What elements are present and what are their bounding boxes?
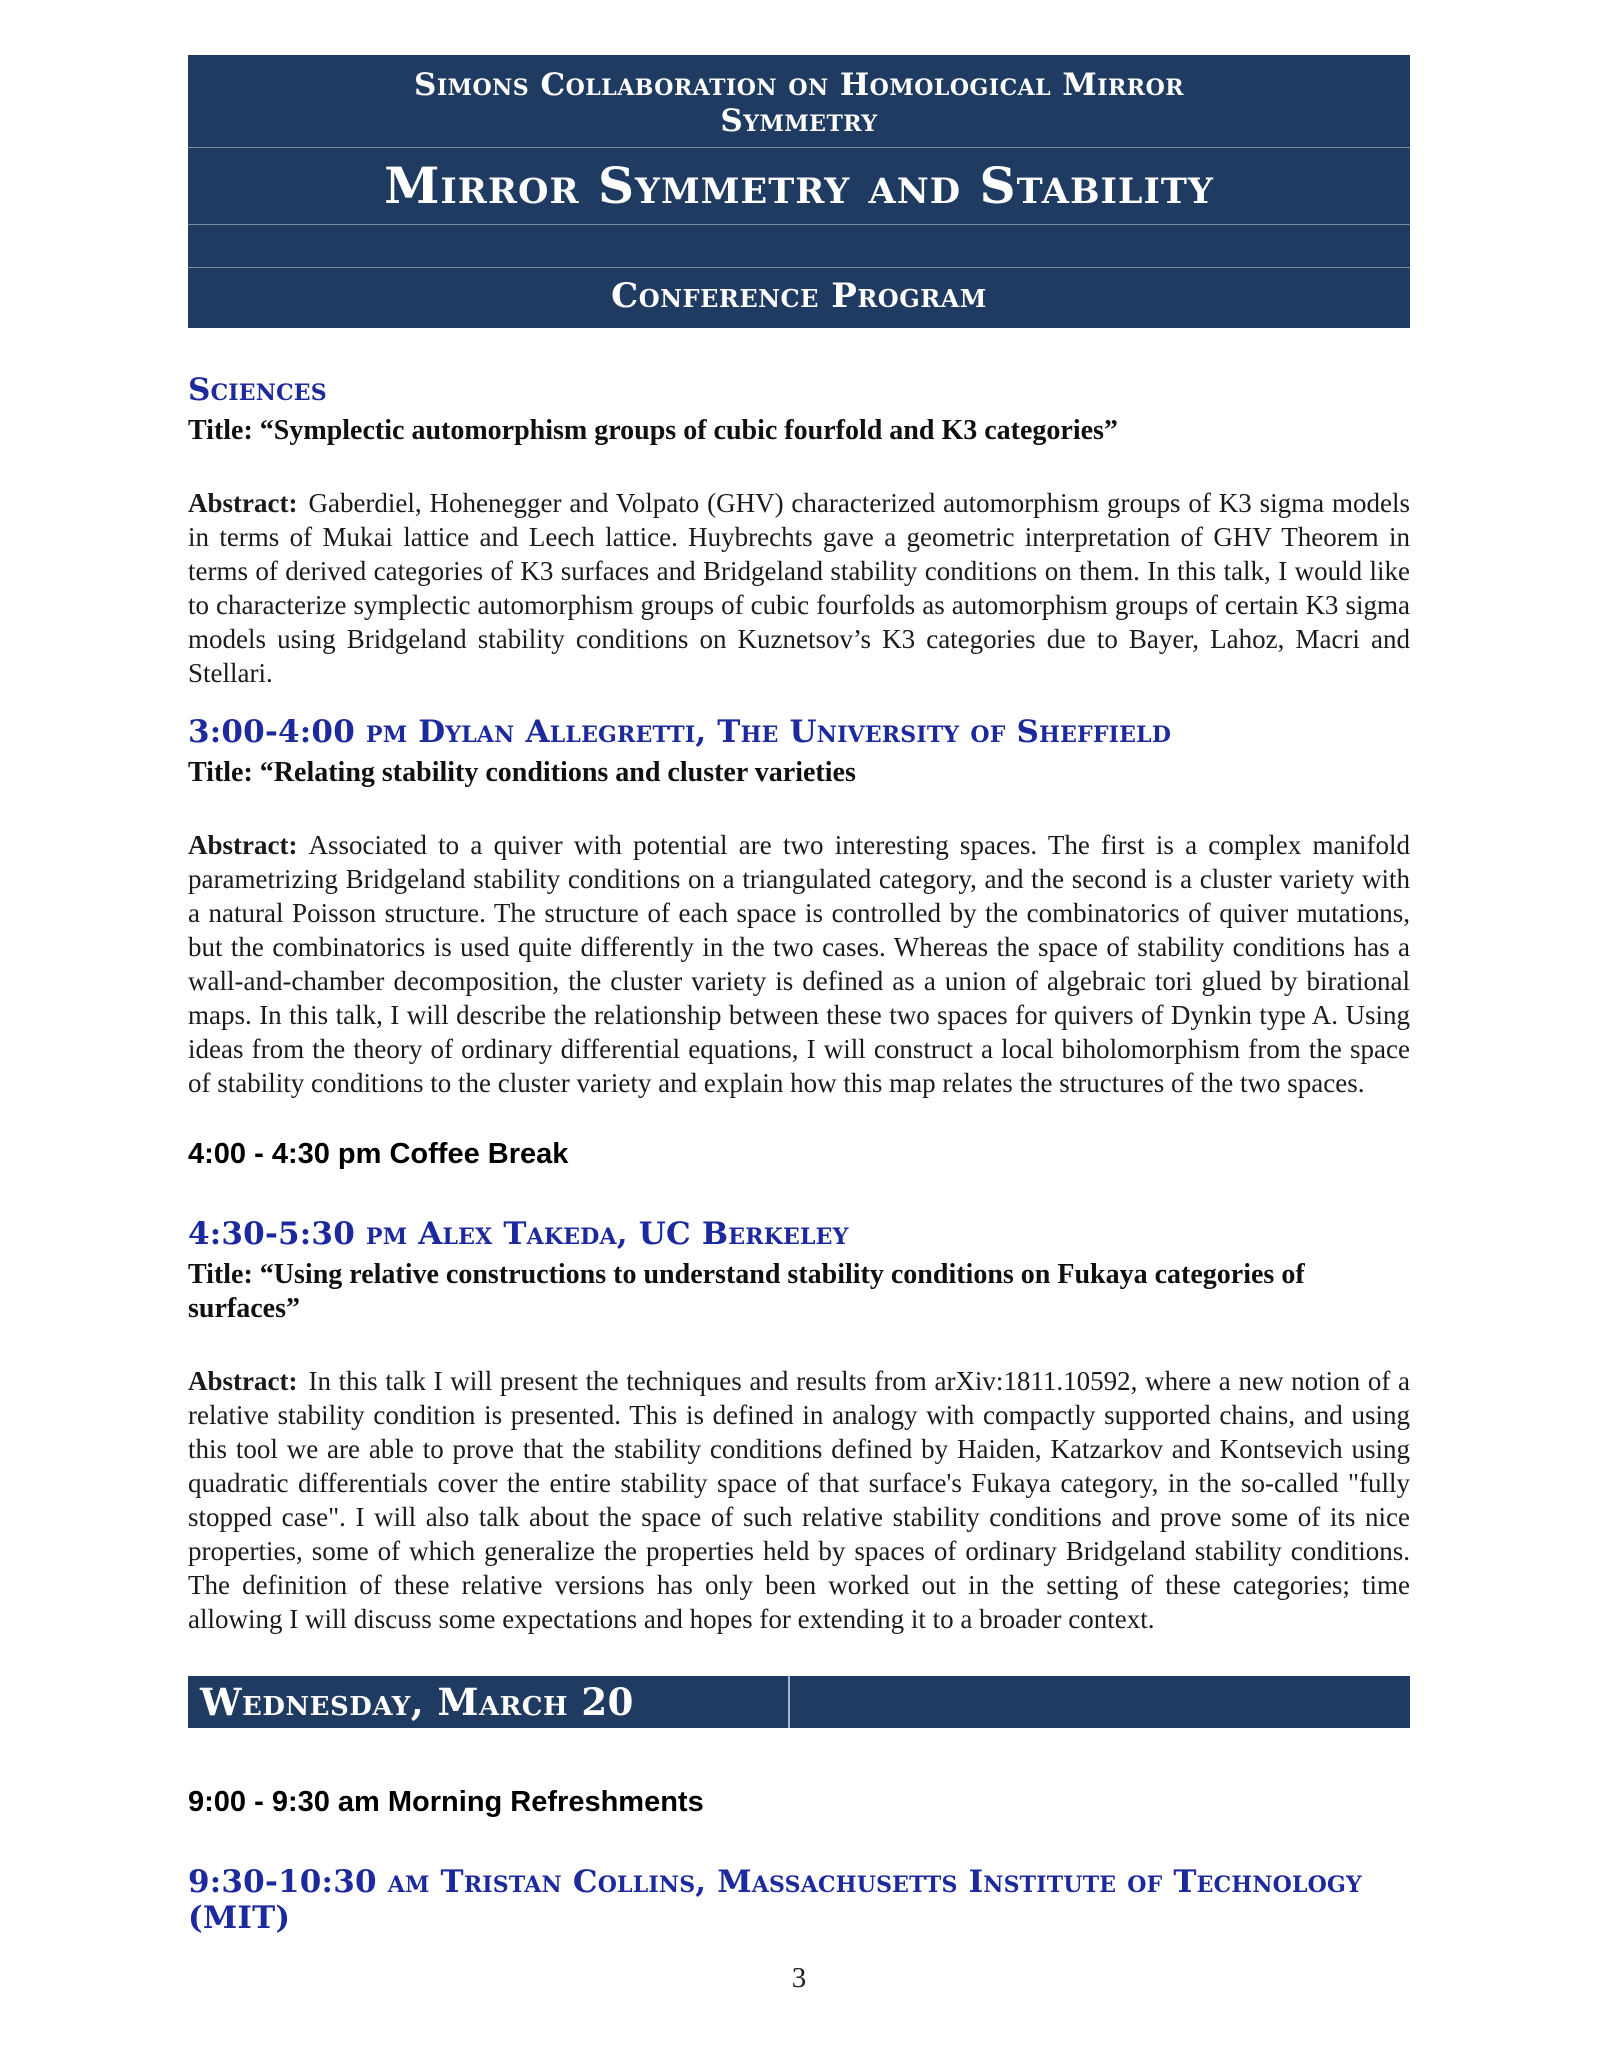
- page-content: [188, 0, 1410, 1936]
- talk1-title: Title: “Symplectic automorphism groups of cubic fourfold and K3 categories”: [188, 415, 1118, 446]
- talk3-title: Title: “Using relative constructions to understand stability conditions on Fukaya categories of surfaces”: [188, 1259, 1305, 1324]
- banner-collaboration-text: Simons Collaboration on Homological Mirror Symmetry: [413, 67, 1185, 139]
- page-number: 3: [791, 1962, 807, 1994]
- session-heading-sciences: Sciences: [188, 372, 327, 408]
- talk3-abstract: [188, 1364, 1410, 1636]
- talk1-abstract-text: Gaberdiel, Hohenegger and Volpato (GHV) characterized automorphism groups of K3 sigma models in terms of Mukai lattice and Leech lattice. Huybrechts gave a geometric interpretation of GHV Theorem in terms of derived categories of K3 surfaces and Bridgeland stability conditions on them. In this talk, I would like to characterize symplectic automorphism groups of cubic fourfolds as automorphism groups of certain K3 sigma models using Bridgeland stability conditions on Kuznetsov’s K3 categories due to Bayer, Lahoz, Macri and Stellari.: [188, 488, 1410, 688]
- day-banner-text: Wednesday, March 20: [200, 1679, 634, 1724]
- talk3-abstract-text: In this talk I will present the techniques and results from arXiv:1811.10592, where a new notion of a relative stability condition is presented. This is defined in analogy with compactly supported chains, and using this tool we are able to prove that the stability conditions defined by Haiden, Katzarkov and Kontsevich using quadratic differentials cover the entire stability space of that surface's Fukaya category, in the so-called "fully stopped case". I will also talk about the space of such relative stability conditions and prove some of its nice properties, some of which generalize the properties held by spaces of ordinary Bridgeland stability conditions. The definition of these relative versions has only been worked out in the setting of these categories; time allowing I will discuss some expectations and hopes for extending it to a broader context.: [188, 1366, 1410, 1634]
- coffee-break-line: 4:00 - 4:30 pm Coffee Break: [188, 1138, 569, 1170]
- banner-program-subtitle: Conference Program: [611, 276, 987, 316]
- talk2-abstract: [188, 828, 1410, 1100]
- talk1-abstract: [188, 486, 1410, 690]
- talk2-abstract-text: Associated to a quiver with potential are two interesting spaces. The first is a complex manifold parametrizing Bridgeland stability conditions on a triangulated category, and the second is a cluster variety with a natural Poisson structure. The structure of each space is controlled by the combinatorics of quiver mutations, but the combinatorics is used quite differently in the two cases. Whereas the space of stability conditions has a wall-and-chamber decomposition, the cluster variety is defined as a union of algebraic tori glued by birational maps. In this talk, I will describe the relationship between these two spaces for quivers of Dynkin type A. Using ideas from the theory of ordinary differential equations, I will construct a local biholomorphism from the space of stability conditions to the cluster variety and explain how this map relates the structures of the two spaces.: [188, 830, 1410, 1098]
- abstract-label: Abstract:: [188, 488, 298, 518]
- banner-collaboration-line: [188, 55, 1410, 148]
- abstract-label: Abstract:: [188, 830, 298, 860]
- header-banner: [188, 55, 1410, 328]
- abstract-label: Abstract:: [188, 1366, 298, 1396]
- day-banner-left-cell: [188, 1676, 790, 1728]
- session-heading-takeda: 4:30-5:30 pm Alex Takeda, UC Berkeley: [188, 1216, 849, 1252]
- talk2-title: Title: “Relating stability conditions and cluster varieties: [188, 757, 856, 788]
- session-heading-allegretti: 3:00-4:00 pm Dylan Allegretti, The University of Sheffield: [188, 714, 1172, 750]
- banner-conference-title: Mirror Symmetry and Stability: [188, 148, 1410, 225]
- day-banner-right-cell: [790, 1676, 1410, 1728]
- day-banner-wednesday: [188, 1676, 1410, 1728]
- banner-spacer-row: [188, 225, 1410, 268]
- morning-refreshments-line: 9:00 - 9:30 am Morning Refreshments: [188, 1786, 704, 1818]
- session-heading-collins: 9:30-10:30 am Tristan Collins, Massachusetts Institute of Technology (MIT): [188, 1864, 1362, 1936]
